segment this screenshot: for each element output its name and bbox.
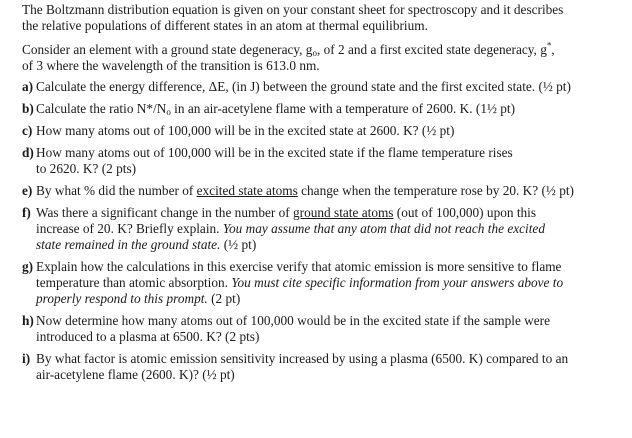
question-label: i) [22, 351, 31, 366]
question-label: g) [22, 259, 34, 274]
question-label: e) [22, 183, 33, 198]
underlined-term: ground state atoms [293, 205, 394, 220]
question-label: c) [22, 123, 33, 138]
question-g-points: (2 pt) [207, 291, 241, 306]
question-b-pre: Calculate the ratio N*/N [36, 101, 167, 116]
question-d-line-1: How many atoms out of 100,000 will be in the excited state if the flame temperature rises [36, 145, 513, 160]
question-h-line-1: Now determine how many atoms out of 100,000 would be in the excited state if the sample were [36, 313, 551, 328]
excited-degeneracy-superscript: * [546, 40, 552, 51]
question-d-line-2: to 2620. K? (2 pts) [36, 161, 137, 176]
question-i-line-1: By what factor is atomic emission sensitivity increased by using a plasma (6500. K) compared to an [36, 351, 569, 366]
question-i-line-2: air-acetylene flame (2600. K)? (½ pt) [36, 367, 235, 382]
question-f-pre: Was there a significant change in the number of [36, 205, 294, 220]
intro-line-1: The Boltzmann distribution equation is given on your constant sheet for spectroscopy and it describes [22, 2, 564, 17]
question-f-italic-note-2: state remained in the ground state. [36, 237, 221, 252]
question-text: Calculate the energy difference, ΔE, (in J) between the ground state and the first excited state. (½ pt) [36, 79, 571, 94]
question-f-italic-note: You may assume that any atom that did not reach the excited [222, 221, 545, 236]
consider-paragraph [22, 42, 618, 74]
question-g-line-2: temperature than atomic absorption. [36, 275, 232, 290]
question-text: How many atoms out of 100,000 will be in the excited state at 2600. K? (½ pt) [36, 123, 455, 138]
intro-paragraph [22, 2, 618, 34]
question-text [36, 101, 618, 117]
question-label: d) [22, 145, 34, 160]
question-e [22, 183, 618, 199]
underlined-term: excited state atoms [196, 183, 298, 198]
question-text [36, 183, 618, 199]
question-label: h) [22, 313, 34, 328]
question-e-post: change when the temperature rose by 20. K? (½ pt) [297, 183, 574, 198]
question-f-points: (½ pt) [220, 237, 257, 252]
question-g-italic-note-2: properly respond to this prompt. [36, 291, 208, 306]
question-g [22, 259, 618, 307]
question-label: a) [22, 79, 34, 94]
consider-line-2: of 3 where the wavelength of the transition is 613.0 nm. [22, 58, 320, 73]
question-f-mid: (out of 100,000) upon this [393, 205, 537, 220]
question-h-line-2: introduced to a plasma at 6500. K? (2 pts) [36, 329, 260, 344]
consider-text-e: , [551, 42, 555, 57]
question-label: f) [22, 205, 31, 220]
question-text [36, 313, 618, 345]
question-c [22, 123, 618, 139]
question-b [22, 101, 618, 117]
consider-text-a: Consider an element with a ground state degeneracy, g [22, 42, 313, 57]
question-text [36, 259, 618, 307]
ground-degeneracy-subscript: o [312, 48, 317, 58]
question-a [22, 79, 618, 95]
question-label: b) [22, 101, 34, 116]
intro-line-2: the relative populations of different states in an atom at thermal equilibrium. [22, 18, 428, 33]
question-text [36, 145, 618, 177]
question-b-post: in an air-acetylene flame with a temperature of 2600. K. (1½ pt) [170, 101, 516, 116]
question-e-pre: By what % did the number of [36, 183, 197, 198]
question-i [22, 351, 618, 383]
consider-text-c: , of 2 and a first excited state degeneracy, g [316, 42, 547, 57]
question-text [36, 351, 618, 383]
question-f [22, 205, 618, 253]
question-f-line-2: increase of 20. K? Briefly explain. [36, 221, 223, 236]
question-text [36, 205, 618, 253]
question-g-line-1: Explain how the calculations in this exercise verify that atomic emission is more sensitive to flame [36, 259, 562, 274]
question-g-italic-note: You must cite specific information from your answers above to [231, 275, 564, 290]
question-h [22, 313, 618, 345]
ratio-subscript: o [166, 107, 171, 117]
question-d [22, 145, 618, 177]
